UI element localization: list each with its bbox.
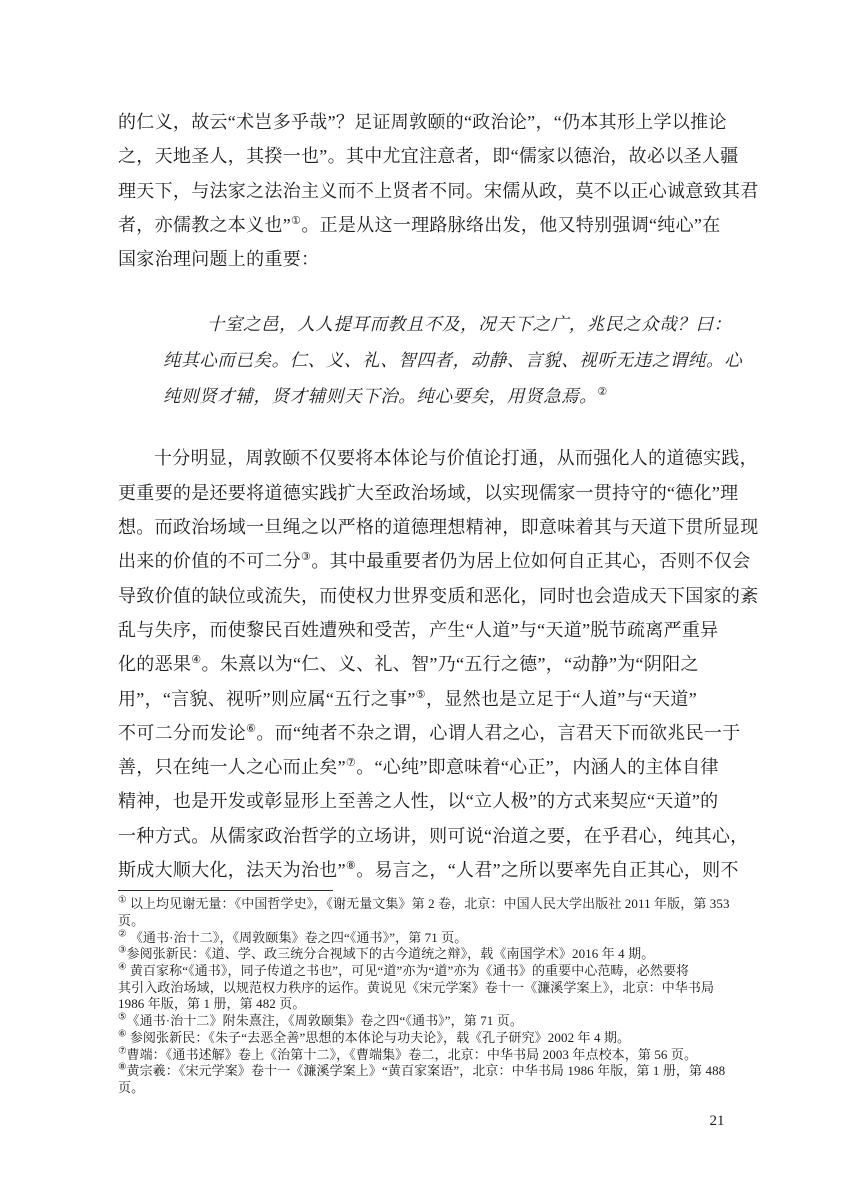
text-line: 用”，“言貌、视听”则应属“五行之事”⑤，显然也是立足于“人道”与“天道”: [118, 688, 698, 709]
text-line: 一种方式。从儒家政治哲学的立场讲，则可说“治道之要，在乎君心，纯其心，: [118, 825, 749, 846]
footnote-ref: ④: [118, 962, 127, 973]
footnote-ref: ⑦: [345, 757, 357, 770]
text-line: 纯其心而已矣。仁、义、礼、智四者，动静、言貌、视听无违之谓纯。心: [163, 350, 743, 371]
text-line: ② 《通书·治十二》，《周敦颐集》卷之四“《通书》”，第 71 页。: [118, 929, 468, 945]
text-line: 其引入政治场域，以规范权力秩序的运作。黄说见《宋元学案》卷十一《濂溪学案上》，北京：中华书局: [118, 979, 715, 995]
footnote-separator: [118, 890, 333, 891]
text-line: ⑧黄宗羲：《宋元学案》卷十一《濂溪学案上》“黄百家案语”，北京：中华书局 1986 年版，第 1 册，第 488: [118, 1062, 726, 1079]
text-line: ④ 黄百家称“《通书》，同子传道之书也”，可见“道”亦为“道”亦为《通书》的重要中心范畴，必然要将: [118, 962, 690, 979]
footnote-ref: ⑧: [118, 1062, 127, 1073]
text-line: 更重要的是还要将道德实践扩大至政治场域，以实现儒家一贯持守的“德化”理: [118, 482, 739, 503]
footnote-ref: ⑥: [118, 1029, 127, 1040]
text-line: 页。: [118, 913, 145, 929]
footnote-ref: ⑤: [118, 1012, 127, 1023]
footnote-ref: ②: [118, 929, 127, 940]
footnotes-section: [118, 896, 741, 1096]
text-line: 1986 年版，第 1 册，第 482 页。: [118, 996, 306, 1012]
page-content: [118, 105, 759, 1097]
text-line: ⑥ 参阅张新民：《朱子“去恶全善”思想的本体论与功夫论》，载《孔子研究》2002 年 4 期。: [118, 1029, 631, 1045]
text-line: 纯则贤才辅，贤才辅则天下治。纯心要矣，用贤急焉。②: [163, 386, 608, 407]
footnote-ref: ⑦: [118, 1046, 127, 1057]
text-line: 国家治理问题上的重要：: [118, 249, 320, 270]
footnote-ref: ⑥: [246, 722, 257, 735]
text-line: 者，亦儒教之本义也”①。正是从这一理路脉络出发，他又特别强调“纯心”在: [118, 214, 721, 235]
text-line: 想。而政治场域一旦绳之以严格的道德理想精神，即意味着其与天道下贯所显现: [118, 517, 759, 538]
page-number: 21: [709, 1113, 725, 1129]
block-quote: [163, 306, 741, 414]
text-line: 十室之邑，人人提耳而教且不及，况天下之广，兆民之众哉？曰：: [206, 314, 732, 335]
footnote-ref: ①: [118, 896, 127, 907]
text-line: 乱与失序，而使黎民百姓遭殃和受苦，产生“人道”与“天道”脱节疏离严重异: [118, 619, 719, 640]
footnote-ref: ⑧: [345, 860, 357, 873]
paragraph-2: [118, 441, 759, 887]
text-line: ③参阅张新民：《道、学、政三统分合视域下的古今道统之辩》，载《南国学术》2016 年 4 期。: [118, 946, 655, 962]
text-line: 出来的价值的不可二分③。其中最重要者仍为居上位如何自正其心，否则不仅会: [118, 551, 751, 572]
footnote-ref: ②: [597, 386, 608, 399]
text-line: 善，只在纯一人之心而止矣”⑦。“心纯”即意味着“心正”，内涵人的主体自律: [118, 757, 719, 778]
text-line: 斯成大顺大化，法天为治也”⑧。易言之，“人君”之所以要率先自正其心，则不: [118, 860, 739, 881]
footnote-ref: ④: [191, 654, 202, 667]
footnote-ref: ⑤: [415, 688, 426, 701]
text-line: ⑦曹端：《通书述解》卷上《治第十二》，《曹端集》卷二，北京：中华书局 2003 年点校本，第 56 页。: [118, 1046, 698, 1062]
text-line: 的仁义，故云“术岂多乎哉”？足证周敦颐的“政治论”，“仍本其形上学以推论: [118, 112, 727, 132]
text-line: ⑤《通书·治十二》附朱熹注，《周敦颐集》卷之四“《通书》”，第 71 页。: [118, 1012, 523, 1029]
text-line: 精神，也是开发或彰显形上至善之人性，以“立人极”的方式来契应“天道”的: [118, 791, 719, 812]
text-line: 不可二分而发论⑥。而“纯者不杂之谓，心谓人君之心，言君天下而欲兆民一于: [118, 722, 741, 743]
footnote-ref: ③: [301, 551, 312, 564]
text-line: 化的恶果④。朱熹以为“仁、义、礼、智”乃“五行之德”，“动静”为“阴阳之: [118, 654, 699, 675]
footnote-ref: ①: [291, 214, 302, 227]
text-line: 十分明显，周敦颐不仅要将本体论与价值论打通，从而强化人的道德实践，: [154, 448, 758, 469]
paragraph-1: [118, 105, 759, 276]
text-line: 之，天地圣人，其揆一也”。其中尤宜注意者，即“儒家以德治，故必以圣人疆: [118, 146, 739, 167]
text-line: 页。: [118, 1079, 145, 1095]
text-line: 导致价值的缺位或流失，而使权力世界变质和恶化，同时也会造成天下国家的紊: [118, 585, 759, 606]
footnote-ref: ③: [118, 946, 127, 957]
text-line: ① 以上均见谢无量：《中国哲学史》，《谢无量文集》第 2 卷，北京：中国人民大学出版社 2011 年版，第 353: [118, 896, 730, 912]
text-line: 理天下，与法家之法治主义而不上贤者不同。宋儒从政，莫不以正心诚意致其君: [118, 180, 759, 201]
